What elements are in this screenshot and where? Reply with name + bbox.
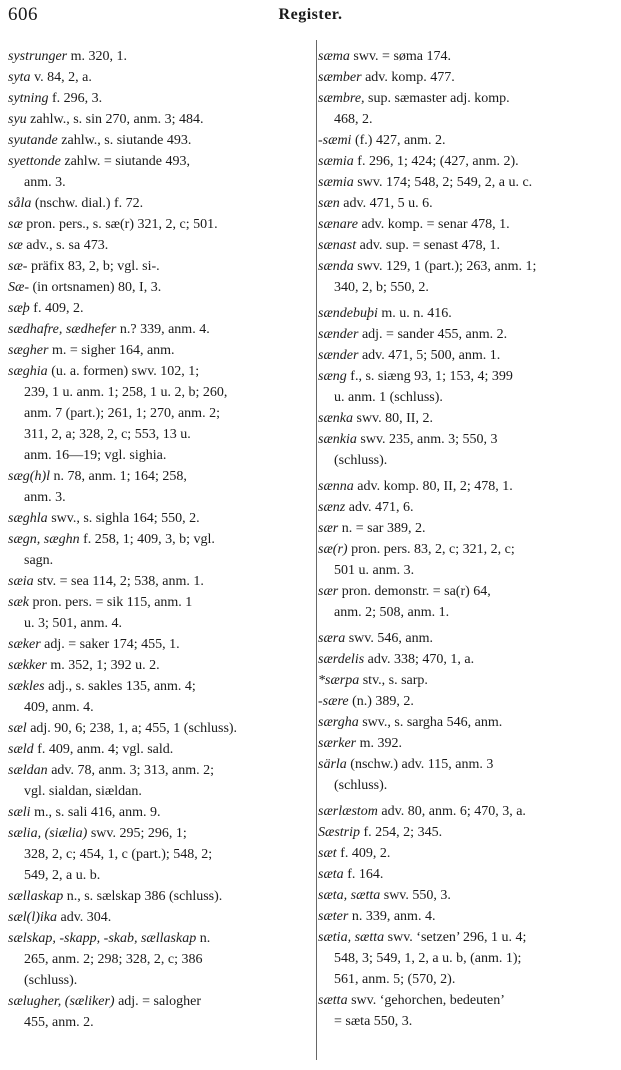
index-entry-line [318,754,612,775]
index-entry-line [8,361,297,382]
entry-references: 549, 2, a u. b. [24,868,101,883]
index-entry-line [8,739,297,760]
headword: sytning [8,91,49,106]
entry-references: (u. a. formen) swv. 102, 1; [47,364,200,379]
headword: Sæstrip [318,825,361,840]
headword: Sæ- [8,280,29,295]
headword: sær [318,521,339,536]
index-entry-line [318,628,612,649]
index-entry-line [318,712,612,733]
index-entry-line [8,676,297,697]
entry-references: m. u. n. 416. [377,306,452,321]
entry-references: = sæta 550, 3. [334,1014,413,1029]
index-entry-line [318,214,612,235]
index-entry-line [318,193,612,214]
headword: særlæstom [318,804,378,819]
index-entry-line [8,970,297,991]
entry-references: zahlw., s. siutande 493. [57,133,192,148]
headword: sællaskap [8,889,64,904]
entry-references: v. 84, 2, a. [30,70,92,85]
entry-references: n.? 339, anm. 4. [116,322,210,337]
index-entry-line [8,46,297,67]
headword: sænz [318,500,346,515]
headword: særgha [318,715,359,730]
index-entry-line [8,319,297,340]
entry-references: adv. 338; 470, 1, a. [364,652,475,667]
index-entry-line [8,151,297,172]
entry-references: swv. = søma 174. [349,49,452,64]
headword: sæmbre, [318,91,365,106]
index-entry-line [318,324,612,345]
entry-references: pron. pers. = sik 115, anm. 1 [29,595,193,610]
entry-references: (schluss). [334,778,388,793]
entry-references: n. 78, anm. 1; 164; 258, [50,469,187,484]
entry-references: n., s. sælskap 386 (schluss). [63,889,223,904]
index-entry-line [8,340,297,361]
index-entry-line [8,655,297,676]
entry-references: n. = sar 389, 2. [338,521,426,536]
index-entry-line [318,1011,612,1032]
headword: sæ [8,217,23,232]
entry-references: f. 296, 3. [48,91,103,106]
entry-references: (nschw.) adv. 115, anm. 3 [346,757,494,772]
headword: systrunger [8,49,68,64]
headword: sælia, (siælia) [8,826,88,841]
page-number: 606 [8,4,38,25]
index-entry-line [318,476,612,497]
entry-references: f. 409, 2. [29,301,84,316]
index-entry-line [318,235,612,256]
headword: sænder [318,327,359,342]
headword: sædhafre, sædhefer [8,322,117,337]
entry-references: pron. pers., s. sæ(r) 321, 2, c; 501. [22,217,218,232]
headword: sægn, sæghn [8,532,80,547]
index-entry-line [318,366,612,387]
entry-references: 501 u. anm. 3. [334,563,415,578]
index-entry-line [318,801,612,822]
entry-references: 468, 2. [334,112,373,127]
entry-references: adv. 304. [57,910,112,925]
headword: sæghia [8,364,48,379]
entry-references: vgl. sialdan, siældan. [24,784,142,799]
right-column [318,46,612,1032]
entry-references: 328, 2, c; 454, 1, c (part.); 548, 2; [24,847,213,862]
left-column [8,46,297,1033]
column-divider [316,40,317,1060]
entry-references: 409, anm. 4. [24,700,94,715]
headword: sæghla [8,511,48,526]
entry-references: adv. 471, 5 u. 6. [339,196,433,211]
entry-references: f. 254, 2; 345. [360,825,443,840]
index-entry-line [8,949,297,970]
index-entry-line [8,844,297,865]
headword: sændebuþi [318,306,378,321]
index-entry-line [318,130,612,151]
entry-references: (f.) 427, anm. 2. [351,133,446,148]
index-entry-line [318,497,612,518]
entry-references: adv. 80, anm. 6; 470, 3, a. [377,804,526,819]
entry-references: sagn. [24,553,54,568]
headword: sæg(h)l [8,469,50,484]
index-entry-line [318,429,612,450]
entry-references: swv. 129, 1 (part.); 263, anm. 1; [353,259,537,274]
index-entry-line [318,172,612,193]
entry-references: m. 352, 1; 392 u. 2. [46,658,160,673]
index-entry-line [8,298,297,319]
entry-references: n. [196,931,211,946]
index-entry-line [8,424,297,445]
index-entry-line [8,88,297,109]
index-entry-line [318,733,612,754]
entry-references: swv. 546, anm. [345,631,433,646]
entry-references: sup. sæmaster adj. komp. [364,91,510,106]
entry-references: n. 339, anm. 4. [348,909,436,924]
index-entry-line [318,602,612,623]
entry-references: (in ortsnamen) 80, I, 3. [29,280,162,295]
entry-references: (schluss). [334,453,388,468]
headword: sæn [318,196,340,211]
headword: sæia [8,574,34,589]
entry-references: swv. 80, II, 2. [353,411,433,426]
headword: sæ [8,238,23,253]
index-entry-line [8,928,297,949]
index-entry-line [8,403,297,424]
headword: særker [318,736,357,751]
entry-references: f., s. siæng 93, 1; 153, 4; 399 [346,369,513,384]
entry-references: adv. komp. 80, II, 2; 478, 1. [353,479,513,494]
index-entry-line [8,907,297,928]
headword: sæk [8,595,29,610]
headword: sæli [8,805,31,820]
index-entry-line [8,235,297,256]
entry-references: adv. 78, anm. 3; 313, anm. 2; [47,763,214,778]
index-entry-line [8,802,297,823]
index-entry-line [8,256,297,277]
entry-references: anm. 16—19; vgl. sighia. [24,448,167,463]
index-entry-line [318,581,612,602]
entry-references: adv. 471, 5; 500, anm. 1. [358,348,501,363]
index-entry-line [8,109,297,130]
headword: sækles [8,679,45,694]
entry-references: f. 296, 1; 424; (427, anm. 2). [353,154,519,169]
entry-references: adv. komp. = senar 478, 1. [357,217,510,232]
headword: sær [318,584,339,599]
headword: sæþ [8,301,30,316]
index-entry-line [318,539,612,560]
entry-references: anm. 2; 508, anm. 1. [334,605,450,620]
entry-references: zahlw. = siutande 493, [60,154,190,169]
index-entry-line [318,303,612,324]
entry-references: f. 258, 1; 409, 3, b; vgl. [79,532,215,547]
entry-references: adv. sup. = senast 478, 1. [356,238,500,253]
index-entry-line [318,864,612,885]
index-entry-line [8,991,297,1012]
entry-references: adj., s. sakles 135, anm. 4; [44,679,196,694]
index-entry-line [8,508,297,529]
entry-references: (nschw. dial.) f. 72. [31,196,144,211]
index-entry-line [318,387,612,408]
entry-references: adv. komp. 477. [361,70,455,85]
headword: sæ(r) [318,542,348,557]
index-entry-line [8,823,297,844]
headword: sæta, sætta [318,888,381,903]
entry-references: anm. 3. [24,175,66,190]
headword: sænda [318,259,354,274]
entry-references: adj. 90, 6; 238, 1, a; 455, 1 (schluss). [26,721,238,736]
index-entry-line [318,277,612,298]
headword: syutande [8,133,58,148]
entry-references: m. 320, 1. [67,49,128,64]
index-entry-line [8,445,297,466]
entry-references: swv., s. sighla 164; 550, 2. [47,511,200,526]
entry-references: swv., s. sargha 546, anm. [358,715,503,730]
headword: særdelis [318,652,365,667]
index-entry-line [8,634,297,655]
headword: sænka [318,411,353,426]
index-entry-line [8,130,297,151]
index-entry-line [318,775,612,796]
headword: *særpa [318,673,360,688]
entry-references: swv. 174; 548, 2; 549, 2, a u. c. [353,175,533,190]
entry-references: anm. 7 (part.); 261, 1; 270, anm. 2; [24,406,220,421]
entry-references: f. 409, anm. 4; vgl. sald. [33,742,174,757]
index-entry-line [318,518,612,539]
entry-references: swv. ‘gehorchen, bedeuten’ [347,993,505,1008]
index-entry-line [8,277,297,298]
entry-references: u. anm. 1 (schluss). [334,390,443,405]
entry-references: 311, 2, a; 328, 2, c; 553, 13 u. [24,427,191,442]
entry-references: swv. ‘setzen’ 296, 1 u. 4; [384,930,527,945]
index-entry-line [8,487,297,508]
entry-references: pron. pers. 83, 2, c; 321, 2, c; [347,542,515,557]
entry-references: 239, 1 u. anm. 1; 258, 1 u. 2, b; 260, [24,385,228,400]
index-entry-line [318,88,612,109]
index-entry-line [318,691,612,712]
headword: sælugher, (sæliker) [8,994,115,1009]
entry-references: adj. = saker 174; 455, 1. [40,637,180,652]
headword: sætia, sætta [318,930,385,945]
headword: sæld [8,742,34,757]
headword: sæng [318,369,347,384]
entry-references: (n.) 389, 2. [348,694,414,709]
headword: sæ- [8,259,28,274]
entry-references: zahlw., s. sin 270, anm. 3; 484. [26,112,204,127]
index-entry-line [318,560,612,581]
headword: sæmber [318,70,362,85]
entry-references: f. 164. [343,867,384,882]
headword: sælskap, -skapp, -skab, sællaskap [8,931,197,946]
headword: sæl(l)ika [8,910,57,925]
index-entry-line [8,886,297,907]
headword: såla [8,196,32,211]
headword: syta [8,70,31,85]
index-entry-line [318,990,612,1011]
headword: sæter [318,909,349,924]
index-entry-line [8,718,297,739]
headword: sæma [318,49,350,64]
entry-references: swv. 295; 296, 1; [87,826,187,841]
index-entry-line [318,256,612,277]
index-entry-line [318,927,612,948]
entry-references: 561, anm. 5; (570, 2). [334,972,456,987]
entry-references: (schluss). [24,973,78,988]
entry-references: 265, anm. 2; 298; 328, 2, c; 386 [24,952,203,967]
entry-references: m., s. sali 416, anm. 9. [30,805,161,820]
headword: särla [318,757,347,772]
entry-references: 455, anm. 2. [24,1015,94,1030]
index-entry-line [318,649,612,670]
headword: særa [318,631,346,646]
index-entry-line [8,697,297,718]
headword: sæta [318,867,344,882]
index-entry-line [318,885,612,906]
index-entry-line [8,760,297,781]
index-entry-line [8,193,297,214]
headword: sænare [318,217,358,232]
headword: sæker [8,637,41,652]
headword: -sæmi [318,133,352,148]
headword: sænder [318,348,359,363]
index-entry-line [8,172,297,193]
index-entry-line [8,550,297,571]
entry-references: 548, 3; 549, 1, 2, a u. b, (anm. 1); [334,951,522,966]
index-entry-line [8,571,297,592]
entry-references: f. 409, 2. [336,846,391,861]
index-entry-line [8,67,297,88]
entry-references: adv., s. sa 473. [22,238,109,253]
entry-references: stv. = sea 114, 2; 538, anm. 1. [33,574,204,589]
entry-references: präfix 83, 2, b; vgl. si-. [27,259,160,274]
index-entry-line [318,948,612,969]
entry-references: adv. 471, 6. [345,500,414,515]
headword: sæt [318,846,337,861]
index-entry-line [318,109,612,130]
index-entry-line [8,613,297,634]
index-entry-line [8,592,297,613]
index-entry-line [8,1012,297,1033]
headword: sækker [8,658,47,673]
index-entry-line [318,151,612,172]
entry-references: adj. = sander 455, anm. 2. [358,327,508,342]
entry-references: adj. = salogher [114,994,201,1009]
page-title: Register. [278,6,343,23]
index-entry-line [318,843,612,864]
headword: sænast [318,238,357,253]
index-entry-line [8,781,297,802]
headword: sæl [8,721,27,736]
index-entry-line [318,906,612,927]
index-entry-line [8,382,297,403]
headword: sægher [8,343,49,358]
headword: sæmia [318,175,354,190]
entry-references: anm. 3. [24,490,66,505]
entry-references: pron. demonstr. = sa(r) 64, [338,584,491,599]
index-entry-line [318,670,612,691]
headword: sætta [318,993,348,1008]
index-entry-line [318,46,612,67]
entry-references: swv. 235, anm. 3; 550, 3 [356,432,498,447]
headword: sæmia [318,154,354,169]
entry-references: stv., s. sarp. [359,673,428,688]
index-entry-line [318,450,612,471]
index-entry-line [318,822,612,843]
headword: -sære [318,694,349,709]
index-entry-line [318,67,612,88]
headword: sældan [8,763,48,778]
headword: syettonde [8,154,61,169]
entry-references: m. = sigher 164, anm. [48,343,175,358]
entry-references: swv. 550, 3. [380,888,451,903]
index-entry-line [8,214,297,235]
index-entry-line [8,865,297,886]
index-entry-line [318,345,612,366]
index-entry-line [8,529,297,550]
entry-references: 340, 2, b; 550, 2. [334,280,429,295]
entry-references: m. 392. [356,736,403,751]
index-entry-line [318,969,612,990]
entry-references: u. 3; 501, anm. 4. [24,616,122,631]
headword: sænna [318,479,354,494]
index-entry-line [8,466,297,487]
headword: sænkia [318,432,357,447]
headword: syu [8,112,27,127]
index-entry-line [318,408,612,429]
